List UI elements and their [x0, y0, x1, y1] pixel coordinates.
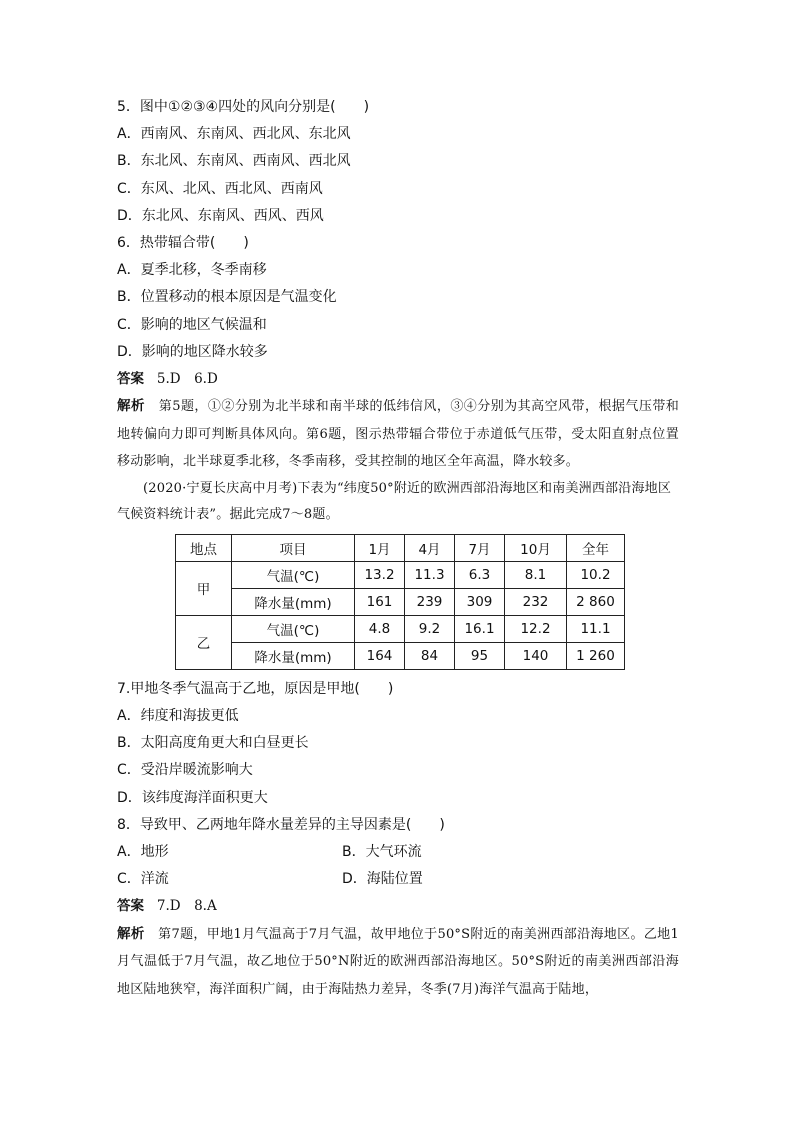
value-cell: 1 260: [567, 642, 625, 669]
header-cell: 地点: [176, 534, 232, 561]
analysis-label: 解析: [117, 398, 145, 415]
value-cell: 16.1: [455, 615, 505, 642]
header-cell: 1月: [355, 534, 405, 561]
question-6-stem: 6．热带辐合带( ): [117, 235, 249, 252]
question-6-option-b: B．位置移动的根本原因是气温变化: [117, 289, 337, 306]
value-cell: 161: [355, 588, 405, 615]
question-7-option-b: B．太阳高度角更大和白昼更长: [117, 735, 309, 752]
question-5-stem: 5．图中①②③④四处的风向分别是( ): [117, 99, 370, 115]
answer-label: 答案: [117, 371, 144, 388]
answer-5-6: [117, 366, 679, 393]
question-8-option-b: B．大气环流: [342, 843, 422, 860]
item-cell: 气温(℃): [232, 561, 355, 588]
value-cell: 8.1: [505, 561, 567, 588]
value-cell: 10.2: [567, 561, 625, 588]
question-7-option-a: A．纬度和海拔更低: [117, 707, 239, 724]
question-8-option-c: C．洋流: [117, 871, 169, 888]
value-cell: 309: [455, 588, 505, 615]
value-cell: 9.2: [405, 615, 455, 642]
question-6-option-a: A．夏季北移，冬季南移: [117, 262, 267, 279]
answer-label: 答案: [117, 898, 144, 915]
value-cell: 6.3: [455, 561, 505, 588]
header-cell: 4月: [405, 534, 455, 561]
place-cell: 乙: [176, 615, 232, 669]
question-5-option-d: D．东北风、东南风、西风、西风: [117, 207, 324, 224]
value-cell: 13.2: [355, 561, 405, 588]
analysis-label: 解析: [117, 925, 145, 942]
item-cell: 降水量(mm): [232, 588, 355, 615]
value-cell: 95: [455, 642, 505, 669]
table-header-row: [176, 534, 625, 561]
value-cell: 140: [505, 642, 567, 669]
value-cell: 2 860: [567, 588, 625, 615]
value-cell: 12.2: [505, 615, 567, 642]
question-5-option-c: C．东风、北风、西北风、西南风: [117, 180, 323, 197]
header-cell: 10月: [505, 534, 567, 561]
value-cell: 84: [405, 642, 455, 669]
question-7-option-d: D．该纬度海洋面积更大: [117, 789, 268, 806]
question-8-options-row-1: [117, 839, 679, 866]
analysis-7-8: [117, 921, 679, 1004]
value-cell: 232: [505, 588, 567, 615]
climate-table: [175, 534, 625, 670]
question-5-option-b: B．东北风、东南风、西南风、西北风: [117, 153, 351, 170]
table-row: [176, 561, 625, 588]
item-cell: 气温(℃): [232, 615, 355, 642]
table-row: [176, 588, 625, 615]
question-8-option-a: A．地形: [117, 843, 169, 860]
question-8-option-d: D．海陆位置: [342, 871, 423, 888]
answer-text: 5.D 6.D: [156, 371, 218, 388]
place-cell: 甲: [176, 561, 232, 615]
analysis-5-6: [117, 393, 679, 476]
question-8-options-row-2: [117, 866, 679, 893]
value-cell: 11.1: [567, 615, 625, 642]
document-body: [117, 94, 679, 1003]
value-cell: 164: [355, 642, 405, 669]
question-8-stem: 8．导致甲、乙两地年降水量差异的主导因素是( ): [117, 816, 445, 833]
table-row: [176, 615, 625, 642]
question-7-option-c: C．受沿岸暖流影响大: [117, 762, 253, 779]
analysis-text: 第5题，①②分别为北半球和南半球的低纬信风，③④分别为其高空风带，根据气压带和地转偏向力即可判断具体风向。第6题，图示热带辐合带位于赤道低气压带，受太阳直射点位置移动影响，北半球夏季北移，冬季南移，受其控制的地区全年高温，降水较多。: [117, 399, 679, 470]
table-row: [176, 642, 625, 669]
question-7-stem: 7.甲地冬季气温高于乙地，原因是甲地( ): [117, 680, 394, 697]
value-cell: 11.3: [405, 561, 455, 588]
question-5-option-a: A．西南风、东南风、西北风、东北风: [117, 126, 351, 143]
item-cell: 降水量(mm): [232, 642, 355, 669]
question-6-option-d: D．影响的地区降水较多: [117, 343, 268, 360]
answer-7-8: [117, 893, 679, 920]
value-cell: 4.8: [355, 615, 405, 642]
answer-text: 7.D 8.A: [156, 898, 217, 915]
table-intro: (2020·宁夏长庆高中月考)下表为“纬度50°附近的欧洲西部沿海地区和南美洲西部沿海地区气候资料统计表”。据此完成7～8题。: [117, 480, 672, 522]
analysis-text: 第7题，甲地1月气温高于7月气温，故甲地位于50°S附近的南美洲西部沿海地区。乙地1月气温低于7月气温，故乙地位于50°N附近的欧洲西部沿海地区。50°S附近的南美洲西部沿海地区陆地狭窄，海洋面积广阔，由于海陆热力差异，冬季(7月)海洋气温高于陆地，: [117, 926, 679, 997]
header-cell: 7月: [455, 534, 505, 561]
header-cell: 项目: [232, 534, 355, 561]
header-cell: 全年: [567, 534, 625, 561]
value-cell: 239: [405, 588, 455, 615]
question-6-option-c: C．影响的地区气候温和: [117, 316, 267, 333]
